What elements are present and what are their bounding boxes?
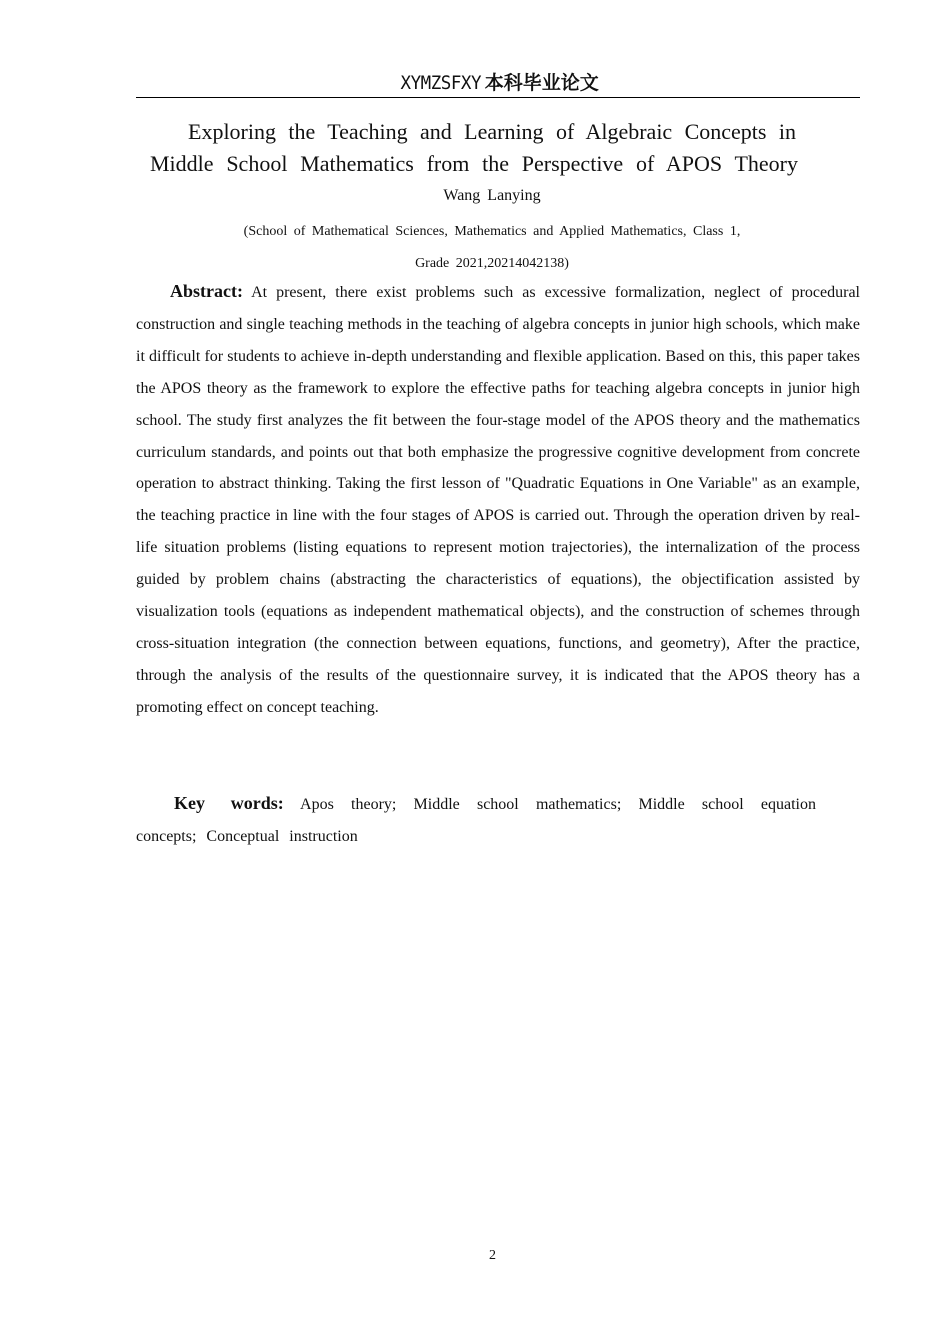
paper-title: [150, 116, 798, 180]
affiliation-line-2: Grade 2021,20214042138): [415, 256, 569, 271]
running-header: [136, 70, 860, 98]
header-thesis-label: 本科毕业论文: [484, 72, 599, 94]
abstract-label: Abstract:: [170, 281, 243, 301]
keywords-text: Apos theory; Middle school mathematics; Middle school equation concepts; Conceptual instruction: [136, 796, 816, 845]
header-school-code: XYMZSFXY: [400, 72, 482, 94]
abstract-paragraph: [136, 276, 860, 724]
keywords-label: Key words:: [174, 793, 284, 813]
page-number: 2: [489, 1248, 496, 1263]
keywords-paragraph: [136, 788, 816, 852]
affiliation-line-1: (School of Mathematical Sciences, Mathematics and Applied Mathematics, Class 1,: [243, 224, 741, 239]
title-line-2: Middle School Mathematics from the Perspective of APOS Theory: [150, 151, 798, 176]
author-affiliation: [136, 216, 848, 280]
author-name: Wang Lanying: [443, 187, 541, 204]
title-line-1: Exploring the Teaching and Learning of Algebraic Concepts in: [188, 119, 796, 144]
abstract-text: At present, there exist problems such as excessive formalization, neglect of procedural construction and single teaching methods in the teaching of algebra concepts in junior high schools, which make it difficult for students to achieve in-depth understanding and flexible application. Based on this, this paper takes the APOS theory as the framework to explore the effective paths for teaching algebra concepts in junior high school. The study first analyzes the fit between the four-stage model of the APOS theory and the mathematics curriculum standards, and points out that both emphasize the progressive cognitive development from concrete operation to abstract thinking. Taking the first lesson of "Quadratic Equations in One Variable" as an example, the teaching practice in line with the four stages of APOS is carried out. Through the operation driven by real-life situation problems (listing equations to represent motion trajectories), the internalization of the process guided by problem chains (abstracting the characteristics of equations), the objectification assisted by visualization tools (equations as independent mathematical objects), and the construction of schemes through cross-situation integration (the connection between equations, functions, and geometry), After the practice, through the analysis of the results of the questionnaire survey, it is indicated that the APOS theory has a promoting effect on concept teaching.: [136, 284, 860, 716]
